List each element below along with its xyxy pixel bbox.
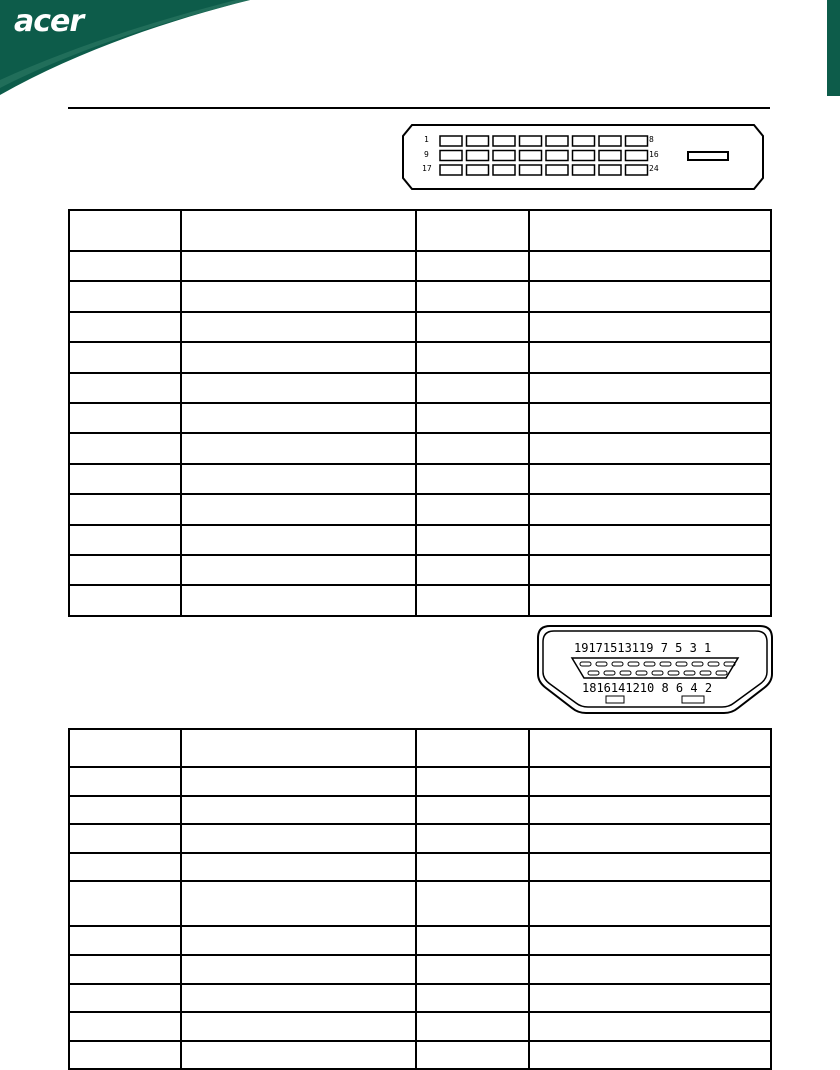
table-cell <box>416 585 529 615</box>
dvi-pin <box>440 165 462 175</box>
dvi-pin <box>520 165 542 175</box>
dvi-label-16: 16 <box>649 150 659 159</box>
header-cell <box>416 729 529 767</box>
table-cell <box>416 433 529 463</box>
table-cell <box>416 312 529 342</box>
table-cell <box>416 555 529 585</box>
dvi-label-8: 8 <box>649 135 654 144</box>
table-cell <box>181 881 416 926</box>
table-cell <box>529 525 771 555</box>
table-cell <box>69 555 181 585</box>
table-cell <box>416 984 529 1013</box>
table-row <box>69 853 771 882</box>
header-cell <box>529 210 771 251</box>
table-cell <box>416 464 529 494</box>
table-cell <box>69 585 181 615</box>
table-cell <box>69 1041 181 1070</box>
hdmi-pin <box>636 671 647 675</box>
hdmi-pin <box>676 662 687 666</box>
table-cell <box>529 342 771 372</box>
table-row <box>69 585 771 615</box>
table-row <box>69 464 771 494</box>
table-cell <box>181 464 416 494</box>
table-cell <box>529 1041 771 1070</box>
dvi-pin <box>599 136 621 146</box>
table-cell <box>416 1012 529 1041</box>
table-row <box>69 881 771 926</box>
table-row <box>69 984 771 1013</box>
dvi-pin-table <box>68 209 772 617</box>
acer-logo: acer <box>14 4 84 39</box>
table-cell <box>416 853 529 882</box>
hdmi-pin <box>708 662 719 666</box>
table-cell <box>529 464 771 494</box>
dvi-connector-diagram <box>402 124 764 190</box>
table-cell <box>529 251 771 281</box>
hdmi-pin <box>620 671 631 675</box>
table-cell <box>416 1041 529 1070</box>
table-row <box>69 281 771 311</box>
dvi-pin <box>520 151 542 161</box>
dvi-pin <box>573 151 595 161</box>
table-cell <box>529 853 771 882</box>
hdmi-pin <box>668 671 679 675</box>
dvi-pin-grid <box>440 136 648 175</box>
table-row <box>69 555 771 585</box>
table-cell <box>416 824 529 853</box>
hdmi-pin <box>700 671 711 675</box>
table-cell <box>69 403 181 433</box>
table-cell <box>181 494 416 524</box>
table-cell <box>69 796 181 825</box>
table-row <box>69 373 771 403</box>
table-cell <box>529 881 771 926</box>
table-row <box>69 312 771 342</box>
table-cell <box>181 403 416 433</box>
table-header-row <box>69 729 771 767</box>
table-cell <box>69 824 181 853</box>
hdmi-pin-table <box>68 728 772 1070</box>
table-cell <box>69 433 181 463</box>
table-cell <box>416 494 529 524</box>
table-row <box>69 796 771 825</box>
hdmi-pin <box>692 662 703 666</box>
table-cell <box>69 767 181 796</box>
table-cell <box>69 1012 181 1041</box>
table-cell <box>181 984 416 1013</box>
table-cell <box>181 853 416 882</box>
table-cell <box>69 853 181 882</box>
table-header-row <box>69 210 771 251</box>
dvi-label-17: 17 <box>422 164 432 173</box>
table-row <box>69 494 771 524</box>
hdmi-pin <box>628 662 639 666</box>
table-cell <box>69 373 181 403</box>
hdmi-pin <box>652 671 663 675</box>
table-cell <box>69 342 181 372</box>
dvi-pin <box>573 165 595 175</box>
table-cell <box>529 312 771 342</box>
dvi-pin <box>440 136 462 146</box>
table-row <box>69 525 771 555</box>
table-cell <box>416 881 529 926</box>
page-edge-tab <box>827 0 840 96</box>
header-cell <box>181 729 416 767</box>
table-row <box>69 433 771 463</box>
table-cell <box>69 312 181 342</box>
dvi-pin <box>626 151 648 161</box>
table-cell <box>529 373 771 403</box>
table-cell <box>416 926 529 955</box>
header-band <box>0 0 840 110</box>
table-cell <box>529 955 771 984</box>
hdmi-connector-diagram <box>536 624 774 716</box>
table-cell <box>69 955 181 984</box>
hdmi-pin <box>644 662 655 666</box>
header-cell <box>529 729 771 767</box>
dvi-pin <box>573 136 595 146</box>
table-cell <box>69 525 181 555</box>
table-row <box>69 1012 771 1041</box>
table-cell <box>529 984 771 1013</box>
table-cell <box>416 796 529 825</box>
dvi-pin <box>546 136 568 146</box>
hdmi-pin <box>612 662 623 666</box>
table-cell <box>181 1012 416 1041</box>
table-row <box>69 955 771 984</box>
dvi-pin <box>546 151 568 161</box>
table-cell <box>181 281 416 311</box>
hdmi-even-pin-labels: 1816141210 8 6 4 2 <box>582 681 713 695</box>
table-cell <box>416 767 529 796</box>
hdmi-odd-pin-labels: 19171513119 7 5 3 1 <box>574 641 712 655</box>
table-cell <box>181 342 416 372</box>
table-row <box>69 926 771 955</box>
table-cell <box>69 251 181 281</box>
table-cell <box>416 373 529 403</box>
table-cell <box>181 433 416 463</box>
table-cell <box>529 767 771 796</box>
table-cell <box>529 585 771 615</box>
table-cell <box>416 281 529 311</box>
header-cell <box>181 210 416 251</box>
table-cell <box>69 926 181 955</box>
table-cell <box>181 585 416 615</box>
table-cell <box>416 525 529 555</box>
table-cell <box>416 955 529 984</box>
dvi-pin <box>599 151 621 161</box>
dvi-pin <box>493 136 515 146</box>
table-row <box>69 342 771 372</box>
table-cell <box>529 1012 771 1041</box>
header-cell <box>416 210 529 251</box>
dvi-pin <box>520 136 542 146</box>
dvi-connector-outline <box>403 125 763 189</box>
table-cell <box>181 555 416 585</box>
header-cell <box>69 729 181 767</box>
table-cell <box>529 494 771 524</box>
dvi-pin <box>440 151 462 161</box>
dvi-ground-blade <box>688 152 728 160</box>
dvi-pin <box>493 151 515 161</box>
table-cell <box>529 824 771 853</box>
dvi-label-24: 24 <box>649 164 659 173</box>
dvi-pin <box>467 136 489 146</box>
header-rule <box>68 107 770 109</box>
dvi-label-9: 9 <box>424 150 429 159</box>
dvi-pin <box>546 165 568 175</box>
table-cell <box>69 881 181 926</box>
table-row <box>69 824 771 853</box>
table-cell <box>69 984 181 1013</box>
header-cell <box>69 210 181 251</box>
table-cell <box>69 281 181 311</box>
table-cell <box>529 281 771 311</box>
table-cell <box>416 251 529 281</box>
table-cell <box>181 824 416 853</box>
table-cell <box>69 464 181 494</box>
table-cell <box>69 494 181 524</box>
dvi-label-1: 1 <box>424 135 429 144</box>
hdmi-tab-left <box>606 696 624 703</box>
table-row <box>69 251 771 281</box>
table-cell <box>181 312 416 342</box>
table-cell <box>181 796 416 825</box>
table-cell <box>529 796 771 825</box>
table-cell <box>529 403 771 433</box>
table-cell <box>181 373 416 403</box>
dvi-pin <box>467 151 489 161</box>
dvi-pin <box>626 165 648 175</box>
hdmi-outer-shell <box>538 626 772 713</box>
table-row <box>69 403 771 433</box>
dvi-pin <box>467 165 489 175</box>
table-cell <box>181 955 416 984</box>
dvi-pin <box>493 165 515 175</box>
table-row <box>69 1041 771 1070</box>
hdmi-tab-right <box>682 696 704 703</box>
hdmi-pin <box>604 671 615 675</box>
hdmi-pin-row <box>580 662 735 675</box>
table-row <box>69 767 771 796</box>
table-cell <box>529 555 771 585</box>
table-cell <box>181 525 416 555</box>
table-cell <box>181 926 416 955</box>
hdmi-pin <box>716 671 727 675</box>
hdmi-pin <box>660 662 671 666</box>
table-cell <box>416 403 529 433</box>
table-cell <box>181 767 416 796</box>
table-cell <box>181 1041 416 1070</box>
hdmi-pin <box>684 671 695 675</box>
table-cell <box>529 926 771 955</box>
table-cell <box>529 433 771 463</box>
hdmi-pin <box>588 671 599 675</box>
dvi-pin <box>599 165 621 175</box>
table-cell <box>416 342 529 372</box>
table-cell <box>181 251 416 281</box>
hdmi-pin <box>580 662 591 666</box>
dvi-pin <box>626 136 648 146</box>
hdmi-pin <box>596 662 607 666</box>
